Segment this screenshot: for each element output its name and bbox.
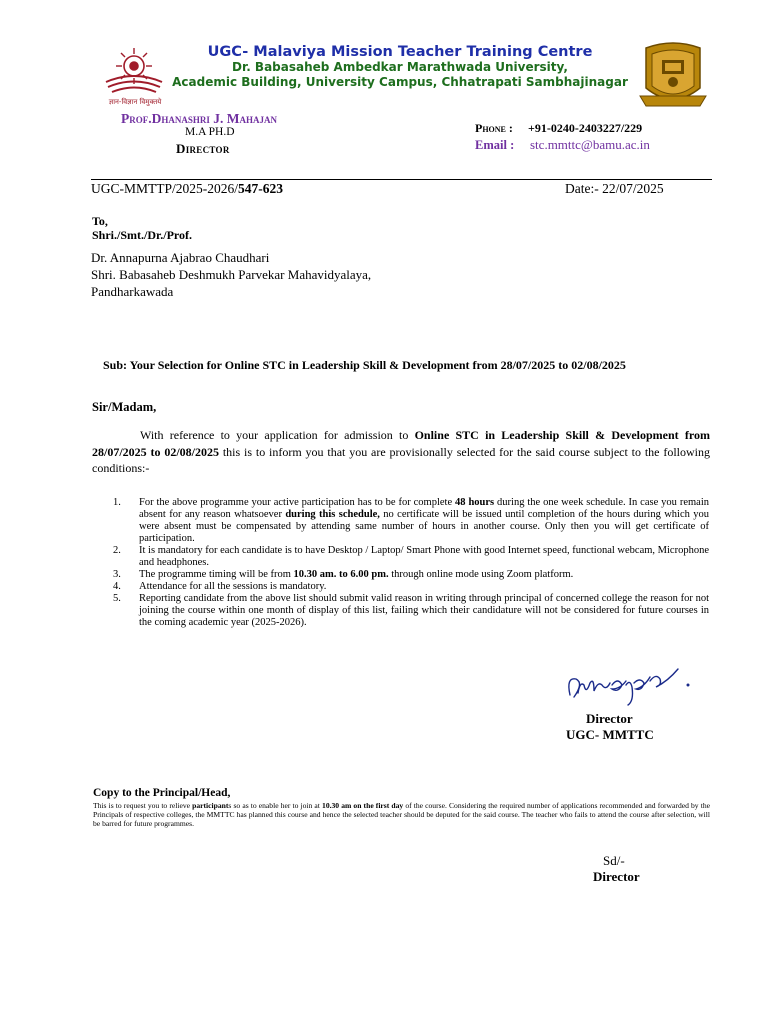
signed-mark: Sd/- bbox=[603, 853, 625, 868]
condition-number: 3. bbox=[113, 569, 121, 580]
condition-text: It is mandatory for each candidate is to have Desktop / Laptop/ Smart Phone with good Internet speed, functional webcam, Microphone and headphones. bbox=[139, 545, 709, 568]
header-divider bbox=[91, 179, 712, 180]
condition-text: through online mode using Zoom platform. bbox=[388, 569, 574, 580]
condition-item bbox=[113, 581, 709, 593]
condition-item bbox=[113, 593, 709, 629]
to-label: To, bbox=[92, 214, 108, 228]
condition-emphasis: during this schedule, bbox=[285, 509, 380, 520]
condition-text: no certificate will be issued until completion of the hours during which you were absent must be compensated by attending same number of hours in another course. Only then you will get certificate of participation. bbox=[139, 509, 709, 544]
copy-heading: Copy to the Principal/Head, bbox=[93, 787, 231, 799]
subject-line: Sub: Your Selection for Online STC in Leadership Skill & Development from 28/07/2025 to 02/08/2025 bbox=[103, 358, 626, 372]
condition-text: Reporting candidate from the above list should submit valid reason in writing through principal of concerned college the reason for not joining the course within one month of display of this list, failing which their candidature will not be considered for future courses in the coming academic year (2025-2026). bbox=[139, 593, 709, 628]
phone-label: Phone : bbox=[475, 121, 513, 135]
letter-date: Date:- 22/07/2025 bbox=[565, 181, 664, 196]
copy-text: of the course. Considering the required number of applications recommended and forwarded by the Principals of respective colleges, the MMTTC has planned this course and hence the selected teacher should be deputed for the said course. The teacher who fails to attend the course after selection, will be barred for future programmes. bbox=[93, 801, 710, 829]
recipient-address bbox=[91, 249, 371, 300]
director-signature bbox=[560, 655, 700, 715]
reference-prefix: UGC-MMTTP/2025-2026/ bbox=[91, 181, 239, 196]
director-degree: M.A PH.D bbox=[185, 126, 235, 138]
body-paragraph bbox=[92, 427, 710, 477]
condition-text: during the one week schedule. In case you remain absent for any reason whatsoever bbox=[139, 497, 709, 520]
recipient-salutation: Shri./Smt./Dr./Prof. bbox=[92, 228, 193, 242]
reference-range: 547-623 bbox=[238, 181, 284, 196]
condition-number: 1. bbox=[113, 497, 121, 508]
body-text-2: this is to inform you that you are provisionally selected for the said course subject to the following conditions:- bbox=[92, 444, 710, 475]
copy-body bbox=[93, 801, 710, 829]
copy-text: s so as to enable her to join at bbox=[228, 801, 323, 810]
recipient-name: Dr. Annapurna Ajabrao Chaudhari bbox=[91, 250, 270, 265]
emblem-motto: ज्ञान-विज्ञान विमुक्तये bbox=[108, 98, 162, 106]
condition-item bbox=[113, 497, 709, 545]
copy-emphasis: participant bbox=[192, 801, 229, 810]
phone-number: +91-0240-2403227/229 bbox=[528, 121, 643, 135]
email-address[interactable]: stc.mmttc@bamu.ac.in bbox=[530, 137, 650, 152]
body-text-1: With reference to your application for admission to bbox=[140, 428, 415, 442]
course-name: Online STC in Leadership Skill & Development from 28/07/2025 to 02/08/2025 bbox=[92, 428, 710, 459]
condition-text: The programme timing will be from bbox=[139, 569, 294, 580]
footer-director: Director bbox=[593, 869, 640, 884]
copy-text: This is to request you to relieve bbox=[93, 801, 193, 810]
recipient-college: Shri. Babasaheb Deshmukh Parvekar Mahavidyalaya, bbox=[91, 267, 372, 282]
recipient-city: Pandharkawada bbox=[91, 284, 174, 299]
signatory-office: UGC- MMTTC bbox=[566, 727, 654, 742]
condition-number: 2. bbox=[113, 545, 121, 556]
director-title: Director bbox=[176, 141, 230, 156]
conditions-list bbox=[113, 497, 709, 629]
condition-text: Attendance for all the sessions is mandatory. bbox=[139, 581, 327, 592]
condition-number: 5. bbox=[113, 593, 121, 604]
email-label: Email : bbox=[475, 138, 515, 152]
university-name: Dr. Babasaheb Ambedkar Marathwada University, bbox=[232, 60, 568, 74]
reference-number bbox=[91, 181, 283, 197]
university-address: Academic Building, University Campus, Chhatrapati Sambhajinagar bbox=[172, 75, 628, 89]
greeting: Sir/Madam, bbox=[92, 400, 157, 414]
director-name: Prof.Dhanashri J. Mahajan bbox=[121, 111, 277, 126]
centre-title-rest: Malaviya Mission Teacher Training Centre bbox=[248, 44, 593, 60]
condition-item bbox=[113, 545, 709, 569]
condition-item bbox=[113, 569, 709, 581]
condition-text: For the above programme your active participation has to be for complete bbox=[139, 497, 456, 508]
condition-number: 4. bbox=[113, 581, 121, 592]
condition-emphasis: 10.30 am. to 6.00 pm. bbox=[293, 569, 389, 580]
copy-emphasis: 10.30 am on the first day bbox=[322, 801, 404, 810]
centre-title-prefix: UGC- bbox=[207, 44, 249, 60]
centre-title bbox=[0, 44, 768, 60]
signatory-title: Director bbox=[586, 711, 633, 726]
condition-emphasis: 48 hours bbox=[455, 497, 495, 508]
